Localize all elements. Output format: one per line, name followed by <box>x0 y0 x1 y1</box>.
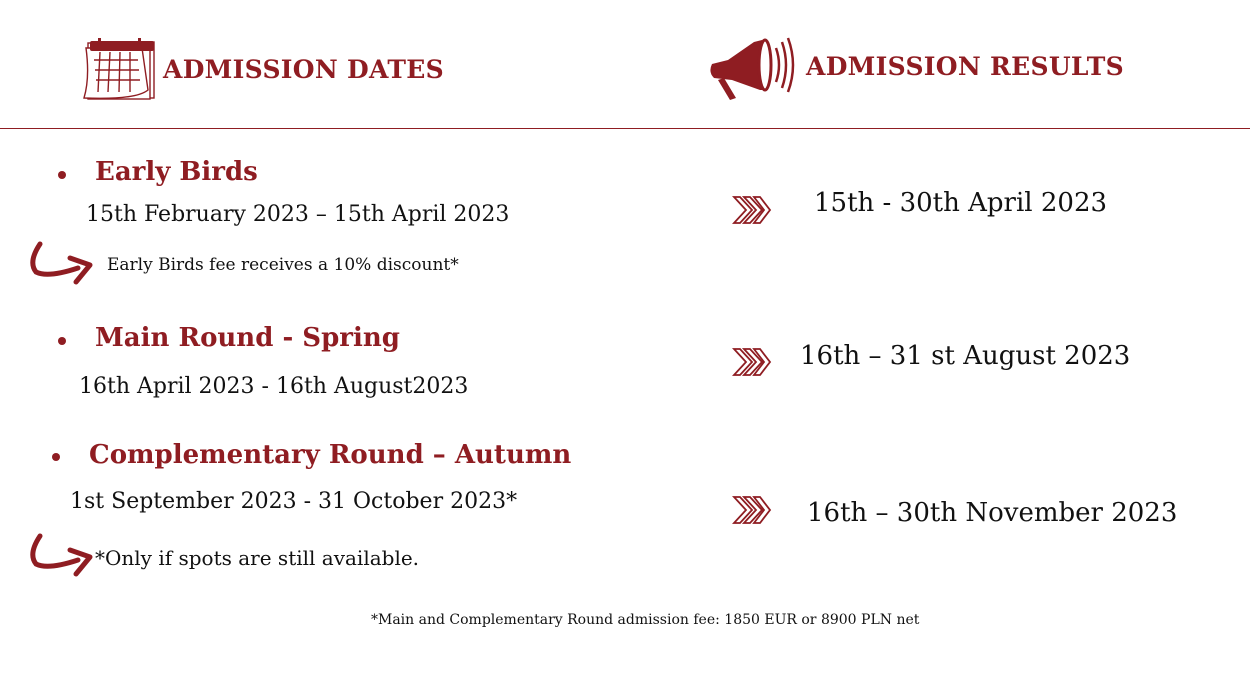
curved-arrow-icon <box>28 532 94 578</box>
fee-footnote: *Main and Complementary Round admission fee: 1850 EUR or 8900 PLN net <box>371 612 920 628</box>
header-divider <box>0 128 1250 129</box>
early-birds-title: Early Birds <box>95 157 258 187</box>
chevrons-right-icon <box>732 494 772 526</box>
availability-note: *Only if spots are still available. <box>95 546 420 570</box>
complementary-round-title: Complementary Round – Autumn <box>89 440 572 470</box>
bullet <box>52 453 60 461</box>
bullet <box>58 171 66 179</box>
admission-dates-title: ADMISSION DATES <box>163 55 444 84</box>
complementary-round-result: 16th – 30th November 2023 <box>807 498 1178 528</box>
early-birds-note: Early Birds fee receives a 10% discount* <box>107 255 459 275</box>
bullet <box>58 337 66 345</box>
main-round-range: 16th April 2023 - 16th August2023 <box>79 374 469 399</box>
chevrons-right-icon <box>732 194 772 226</box>
main-round-result: 16th – 31 st August 2023 <box>800 341 1131 371</box>
chevrons-right-icon <box>732 346 772 378</box>
early-birds-range: 15th February 2023 – 15th April 2023 <box>86 202 510 227</box>
complementary-round-range: 1st September 2023 - 31 October 2023* <box>70 489 518 514</box>
admission-results-title: ADMISSION RESULTS <box>806 52 1125 81</box>
curved-arrow-icon <box>28 240 94 286</box>
main-round-title: Main Round - Spring <box>95 323 400 353</box>
calendar-icon <box>76 38 158 102</box>
early-birds-result: 15th - 30th April 2023 <box>814 188 1108 218</box>
megaphone-icon <box>706 34 796 104</box>
